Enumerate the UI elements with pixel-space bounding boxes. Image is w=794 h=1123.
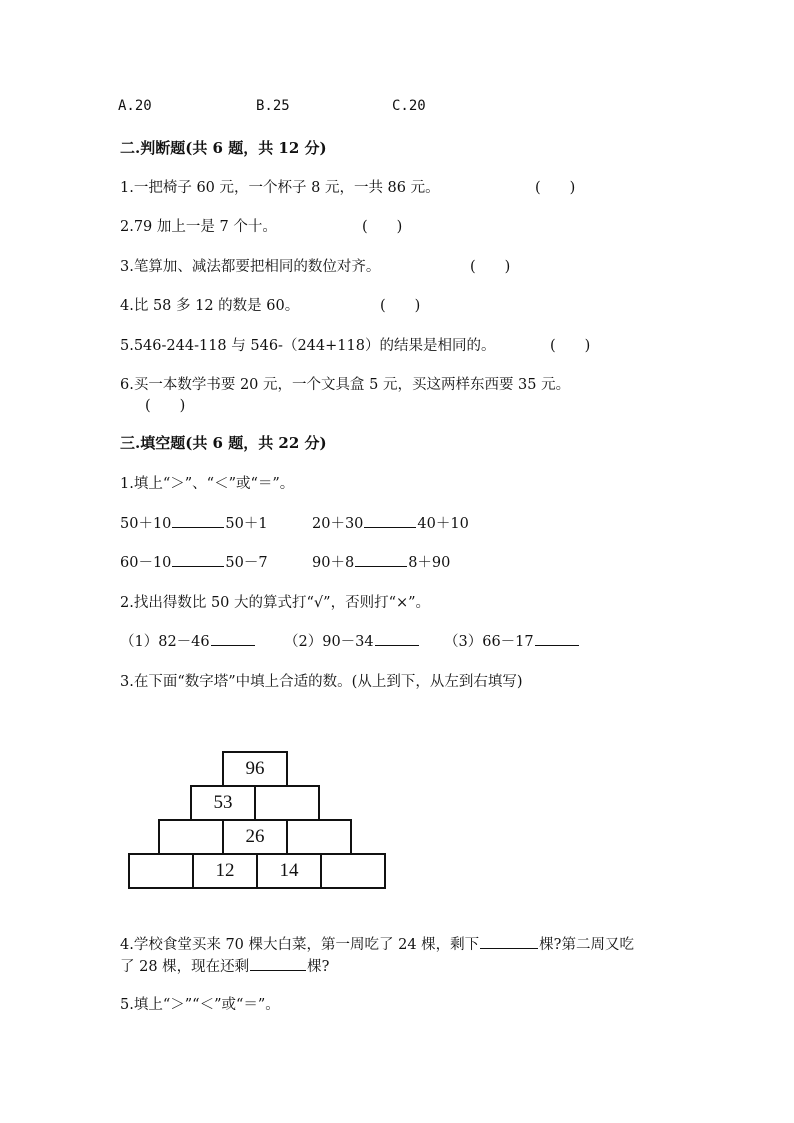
judge-answer-3[interactable]: ( ) xyxy=(470,259,511,275)
answer-blank[interactable] xyxy=(364,526,416,528)
answer-blank[interactable] xyxy=(172,526,224,528)
fill-q4-line-2 xyxy=(120,955,329,976)
pyramid-cell: 53 xyxy=(190,785,256,821)
judge-item-4: 4.比 58 多 12 的数是 60。 xyxy=(120,298,300,314)
compare-left: 90＋8 xyxy=(312,555,355,571)
pyramid-cell: 12 xyxy=(192,853,258,889)
section-3-title: 三.填空题(共 6 题，共 22 分) xyxy=(120,434,327,452)
pyramid-cell-blank[interactable] xyxy=(128,853,194,889)
choice-b: B.25 xyxy=(256,98,290,114)
answer-blank[interactable] xyxy=(535,644,579,646)
compare-right: 40＋10 xyxy=(417,516,469,532)
fill-q3-prompt: 3.在下面“数字塔”中填上合适的数。(从上到下，从左到右填写) xyxy=(120,674,523,690)
q4-text: 了 28 棵，现在还剩 xyxy=(120,959,250,975)
pyramid-cell: 26 xyxy=(222,819,288,855)
fill-q2-prompt: 2.找出得数比 50 大的算式打“√”，否则打“×”。 xyxy=(120,595,431,611)
q4-text: 棵?第二周又吃 xyxy=(539,937,634,953)
answer-blank[interactable] xyxy=(375,644,419,646)
answer-blank[interactable] xyxy=(480,947,538,949)
check-item-1 xyxy=(120,630,256,651)
judge-item-2: 2.79 加上一是 7 个十。 xyxy=(120,219,277,235)
fill-q5-prompt: 5.填上“＞”“＜”或“＝”。 xyxy=(120,997,280,1013)
compare-row-1b xyxy=(312,512,469,533)
check-item-2 xyxy=(284,630,420,651)
fill-q4-line-1 xyxy=(120,933,634,954)
answer-blank[interactable] xyxy=(250,969,306,971)
compare-right: 50－7 xyxy=(225,555,268,571)
q4-text: 棵? xyxy=(307,959,330,975)
answer-blank[interactable] xyxy=(355,565,407,567)
pyramid-cell-blank[interactable] xyxy=(254,785,320,821)
pyramid-cell: 14 xyxy=(256,853,322,889)
answer-blank[interactable] xyxy=(211,644,255,646)
judge-item-1: 1.一把椅子 60 元，一个杯子 8 元，一共 86 元。 xyxy=(120,180,440,196)
q4-text: 4.学校食堂买来 70 棵大白菜，第一周吃了 24 棵，剩下 xyxy=(120,937,480,953)
check-expression: （3）66－17 xyxy=(444,634,534,650)
section-2-title: 二.判断题(共 6 题，共 12 分) xyxy=(120,139,327,157)
pyramid-cell-blank[interactable] xyxy=(286,819,352,855)
compare-left: 60－10 xyxy=(120,555,172,571)
fill-q1-prompt: 1.填上“＞”、“＜”或“＝”。 xyxy=(120,476,295,492)
choice-a: A.20 xyxy=(118,98,152,114)
compare-right: 50＋1 xyxy=(225,516,268,532)
check-expression: （2）90－34 xyxy=(284,634,374,650)
judge-answer-6[interactable]: ( ) xyxy=(145,398,186,414)
judge-item-5: 5.546-244-118 与 546-（244+118）的结果是相同的。 xyxy=(120,338,496,354)
compare-row-2 xyxy=(120,551,268,572)
judge-answer-1[interactable]: ( ) xyxy=(535,180,576,196)
compare-row-1 xyxy=(120,512,268,533)
judge-answer-5[interactable]: ( ) xyxy=(550,338,591,354)
pyramid-cell: 96 xyxy=(222,751,288,787)
check-item-3 xyxy=(444,630,580,651)
compare-left: 20＋30 xyxy=(312,516,364,532)
check-expression: （1）82－46 xyxy=(120,634,210,650)
pyramid-cell-blank[interactable] xyxy=(158,819,224,855)
choice-c: C.20 xyxy=(392,98,426,114)
judge-answer-2[interactable]: ( ) xyxy=(362,219,403,235)
compare-row-2b xyxy=(312,551,450,572)
judge-answer-4[interactable]: ( ) xyxy=(380,298,421,314)
judge-item-6: 6.买一本数学书要 20 元，一个文具盒 5 元，买这两样东西要 35 元。 xyxy=(120,377,571,393)
compare-right: 8＋90 xyxy=(408,555,451,571)
compare-left: 50＋10 xyxy=(120,516,172,532)
pyramid-cell-blank[interactable] xyxy=(320,853,386,889)
answer-blank[interactable] xyxy=(172,565,224,567)
judge-item-3: 3.笔算加、减法都要把相同的数位对齐。 xyxy=(120,259,381,275)
